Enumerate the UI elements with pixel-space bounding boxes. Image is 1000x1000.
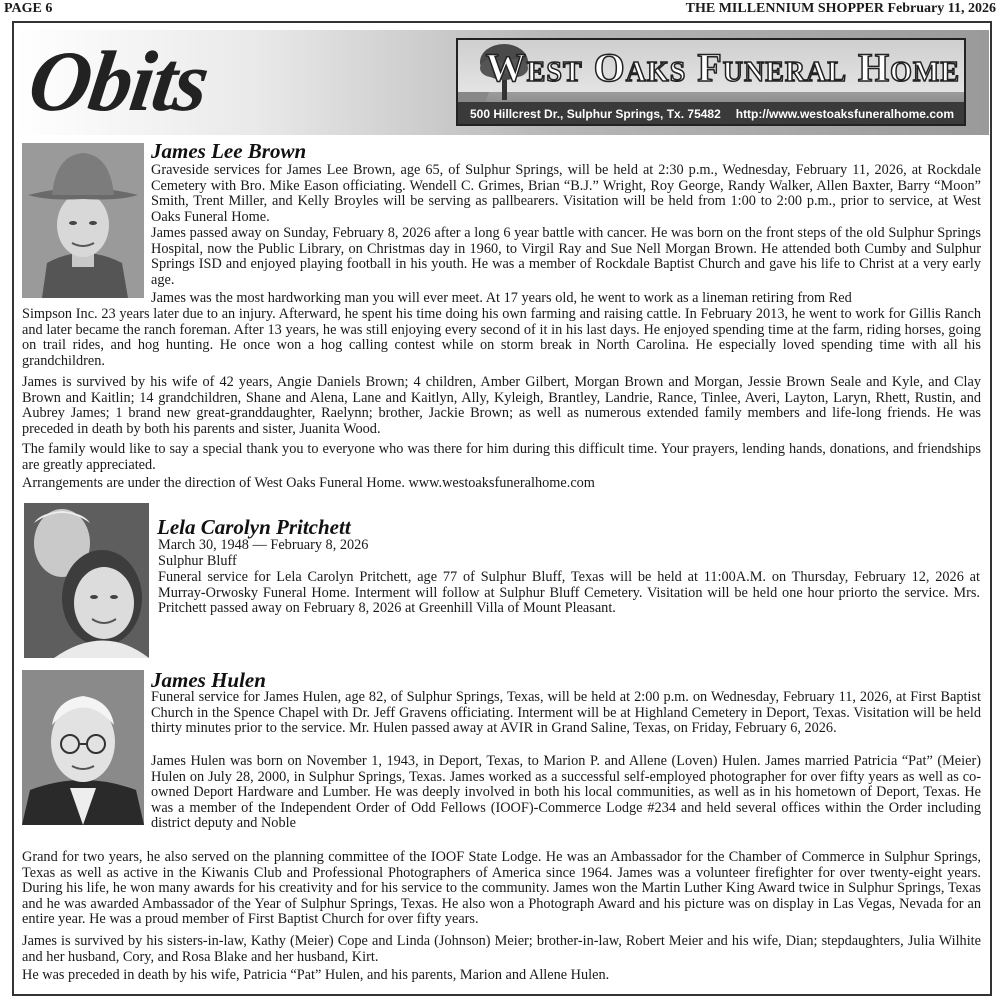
obituary-dates: March 30, 1948 — February 8, 2026 bbox=[158, 537, 369, 553]
obituary-name: James Hulen bbox=[151, 668, 266, 692]
sponsor-url-link[interactable]: http://www.westoaksfuneralhome.com bbox=[735, 107, 954, 121]
publication-date: THE MILLENNIUM SHOPPER February 11, 2026 bbox=[685, 1, 996, 16]
obituary-paragraph: The family would like to say a special thank you to everyone who was there for him during this difficult time. Your prayers, lending hands, donations, and friendships are greatly appreciated. bbox=[22, 441, 981, 473]
sponsor-address: 500 Hillcrest Dr., Sulphur Springs, Tx. 75482 bbox=[470, 107, 721, 121]
sponsor-banner[interactable] bbox=[456, 38, 966, 126]
obituary-paragraph: James passed away on Sunday, February 8, 2026 after a long 6 year battle with cancer. He was born on the front steps of the old Sulphur Springs Hospital, now the Public Library, on Christmas day in 1960, to Virgil Ray and Sue Nell Morgan Brown. He attended both Cumby and Sulphur Springs ISD and enjoyed playing football in his youth. He was a member of Rockdale Baptist Church and gave his life to Christ at a very early age. bbox=[151, 225, 981, 288]
obituary-paragraph: Simpson Inc. 23 years later due to an injury. Afterward, he spent his time doing his own farming and raising cattle. In February 2013, he went to work for Gillis Ranch and later became the ranch foreman. After 13 years, he was still enjoying every second of it in his last days. He enjoyed spending time at the farm, riding horses, going on trail rides, and hog hunting. He once won a hog calling contest while on storm break in North Carolina. He especially loved spending time with all his grandchildren. bbox=[22, 306, 981, 369]
obituary-paragraph: James Hulen was born on November 1, 1943, in Deport, Texas, to Marion P. and Allene (Loven) Hulen. James married Patricia “Pat” (Meier) Hulen on July 28, 2000, in Sulphur Springs, Texas. James worked as a successful self-employed photographer for over fifty years as well as co-owned Deport Hardware and Lumber. He was deeply involved in both his local communities, as well as in his hometown of Deport, Texas. He was a member of the Independent Order of Odd Fellows (IOOF)-Commerce Lodge #234 and held several offices within the Order including district deputy and Noble bbox=[151, 753, 981, 832]
obituary-paragraph: Funeral service for Lela Carolyn Pritchett, age 77 of Sulphur Bluff, Texas will be held at 11:00A.M. on Thursday, February 12, 2026 at Murray-Orwosky Funeral Home. Interment will follow at Sulphur Bluff Cemetery. Visitation will be held one hour priorto the service. Mrs. Pritchett passed away on February 8, 2026 at Greenhill Villa of Mount Pleasant. bbox=[158, 569, 980, 617]
section-title: Obits bbox=[23, 33, 214, 129]
obituary-name: James Lee Brown bbox=[151, 139, 307, 163]
lela-pritchett-photo bbox=[24, 503, 149, 658]
obituary-paragraph: He was preceded in death by his wife, Patricia “Pat” Hulen, and his parents, Marion and Allene Hulen. bbox=[22, 967, 610, 983]
obituary-name: Lela Carolyn Pritchett bbox=[157, 515, 351, 539]
obituary-paragraph: Graveside services for James Lee Brown, age 65, of Sulphur Springs, will be held at 2:30 p.m., Wednesday, February 11, 2026, at Rockdale Cemetery with Bro. Mike Eason officiating. Wendell C. Grimes, Brian “B.J.” Wright, Roy George, Randy Walker, Allen Baxter, Barry “Moon” Smith, Trent Miller, and Kelly Broyles will be serving as pallbearers. Visitation will be held from 1:00 to 2:00 p.m., prior to service, at West Oaks Funeral Home. bbox=[151, 162, 981, 225]
obituary-paragraph: James is survived by his wife of 42 years, Angie Daniels Brown; 4 children, Amber Gilbert, Morgan Brown and Morgan, Jessie Brown Seale and Kyle, and Clay Brown and Kaitlin; 14 grandchildren, Shane and Alena, Lane and Kaitlyn, Ally, Kyleigh, Brantley, Landrie, Rance, Tinlee, Averi, Layton, Laryn, Rhett, Rustin, and Aubrey James; 1 brand new great-granddaughter, Raelynn; brother, Jackie Brown; as well as numerous extended family members and life-long friends. He was preceded in death by both his parents and sister, Juanita Wood. bbox=[22, 374, 981, 437]
sponsor-name: West Oaks Funeral Home bbox=[485, 45, 960, 90]
masthead bbox=[0, 0, 1000, 18]
obituary-paragraph: Arrangements are under the direction of West Oaks Funeral Home. www.westoaksfuneralhome.com bbox=[22, 475, 595, 491]
obituary-paragraph: Grand for two years, he also served on the planning committee of the IOOF State Lodge. He was an Ambassador for the Chamber of Commerce in Sulphur Springs, Texas as well as active in the Kiwanis Club and Professional Photographers of America since 1964. James was a volunteer firefighter for over twenty-eight years. During his life, he won many awards for his creativity and for his service to the community. James won the Martin Luther King Award twice in Sulphur Springs, Texas and he was awarded Ambassador of the Year of Sulphur Springs, Texas. He also won a Photograph Award and his picture was on display in Las Vegas, Nevada for an entire year. He was a proud member of First Baptist Church for over fifty years. bbox=[22, 849, 981, 928]
james-hulen-photo bbox=[22, 670, 144, 825]
obituary-place: Sulphur Bluff bbox=[158, 553, 237, 569]
obituary-paragraph: James was the most hardworking man you will ever meet. At 17 years old, he went to work as a lineman retiring from Red bbox=[151, 290, 852, 306]
james-lee-brown-photo bbox=[22, 143, 144, 298]
page-number: PAGE 6 bbox=[4, 1, 53, 16]
obituary-paragraph: James is survived by his sisters-in-law, Kathy (Meier) Cope and Linda (Johnson) Meier; brother-in-law, Robert Meier and his wife, Dian; stepdaughters, Julia Wilhite and her husband, Cory, and Rosa Blake and her husband, Kirt. bbox=[22, 933, 981, 965]
obituary-paragraph: Funeral service for James Hulen, age 82, of Sulphur Springs, Texas, will be held at 2:00 p.m. on Wednesday, February 11, 2026, at First Baptist Church in the Spence Chapel with Dr. Jeff Gravens officiating. Interment will be at Highland Cemetery in Deport, Texas. Visitation will be held thirty minutes prior to the service. Mr. Hulen passed away at AVIR in Grand Saline, Texas, on Friday, February 6, 2026. bbox=[151, 689, 981, 737]
